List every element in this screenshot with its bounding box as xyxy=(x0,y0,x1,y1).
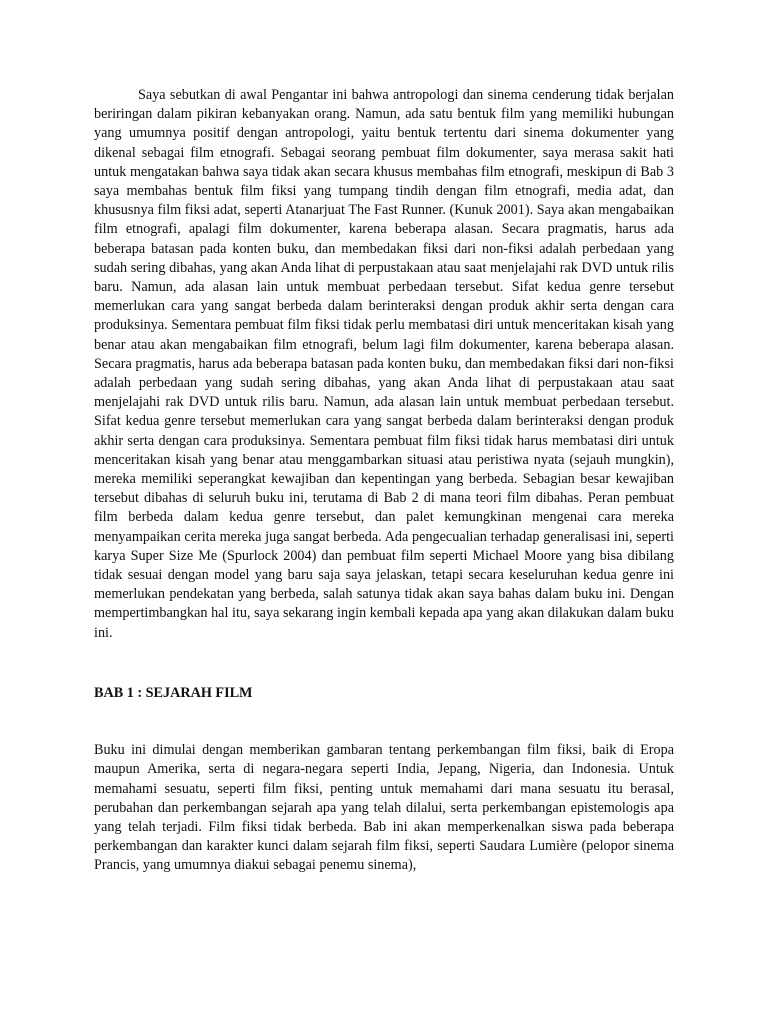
body-paragraph-intro: Saya sebutkan di awal Pengantar ini bahwa antropologi dan sinema cenderung tidak berjalan beriringan dalam pikiran kebanyakan orang. Namun, ada satu bentuk film yang memiliki hubungan yang umumnya positif dengan antropologi, yaitu bentuk tertentu dari sinema dokumenter yang dikenal sebagai film etnografi. Sebagai seorang pembuat film dokumenter, saya merasa sakit hati untuk mengatakan bahwa saya tidak akan secara khusus membahas film etnografi, meskipun di Bab 3 saya membahas bentuk film fiksi yang tumpang tindih dengan film etnografi, media adat, dan khususnya film fiksi adat, seperti Atanarjuat The Fast Runner. (Kunuk 2001). Saya akan mengabaikan film etnografi, apalagi film dokumenter, karena beberapa alasan. Secara pragmatis, harus ada beberapa batasan pada konten buku, dan membedakan fiksi dari non-fiksi adalah perbedaan yang sudah sering dibahas, yang akan Anda lihat di perpustakaan atau saat menjelajahi rak DVD untuk rilis baru. Namun, ada alasan lain untuk membuat perbedaan tersebut. Sifat kedua genre tersebut memerlukan cara yang sangat berbeda dalam berinteraksi dengan produk akhir serta dengan cara produksinya. Sementara pembuat film fiksi tidak perlu membatasi diri untuk menceritakan kisah yang benar atau akan mengabaikan film etnografi, belum lagi film dokumenter, karena beberapa alasan. Secara pragmatis, harus ada beberapa batasan pada konten buku, dan membedakan fiksi dari non-fiksi adalah perbedaan yang sudah sering dibahas, yang akan Anda lihat di perpustakaan atau saat menjelajahi rak DVD untuk rilis baru. Namun, ada alasan lain untuk membuat perbedaan tersebut. Sifat kedua genre tersebut memerlukan cara yang sangat berbeda dalam berinteraksi dengan produk akhir serta dengan cara produksinya. Sementara pembuat film fiksi tidak harus membatasi diri untuk menceritakan kisah yang benar atau menggambarkan situasi atau peristiwa nyata (sejauh mungkin), mereka memiliki seperangkat kewajiban dan kepentingan yang berbeda. Sebagian besar kewajiban tersebut dibahas di seluruh buku ini, terutama di Bab 2 di mana teori film dibahas. Peran pembuat film berbeda dalam kedua genre tersebut, dan palet kemungkinan mengenai cara mereka menyampaikan cerita mereka juga sangat berbeda. Ada pengecualian terhadap generalisasi ini, seperti karya Super Size Me (Spurlock 2004) dan pembuat film seperti Michael Moore yang bisa dibilang tidak sesuai dengan model yang baru saja saya jelaskan, tetapi secara keseluruhan kedua genre ini memerlukan pendekatan yang berbeda, salah satunya tidak akan saya bahas dalam buku ini. Dengan mempertimbangkan hal itu, saya sekarang ingin kembali kepada apa yang akan dilakukan dalam buku ini. xyxy=(94,87,674,641)
body-paragraph-chapter-1: Buku ini dimulai dengan memberikan gambaran tentang perkembangan film fiksi, baik di Eropa maupun Amerika, serta di negara-negara seperti India, Jepang, Nigeria, dan Indonesia. Untuk memahami sesuatu, seperti film fiksi, penting untuk memahami dari mana sesuatu itu berasal, perubahan dan perkembangan sejarah apa yang telah dilalui, serta perkembangan epistemologis apa yang telah terjadi. Film fiksi tidak berbeda. Bab ini akan memperkenalkan siswa pada beberapa perkembangan dan karakter kunci dalam sejarah film fiksi, seperti Saudara Lumière (pelopor sinema Prancis, yang umumnya diakui sebagai penemu sinema), xyxy=(94,742,674,874)
chapter-heading: BAB 1 : SEJARAH FILM xyxy=(94,684,253,701)
